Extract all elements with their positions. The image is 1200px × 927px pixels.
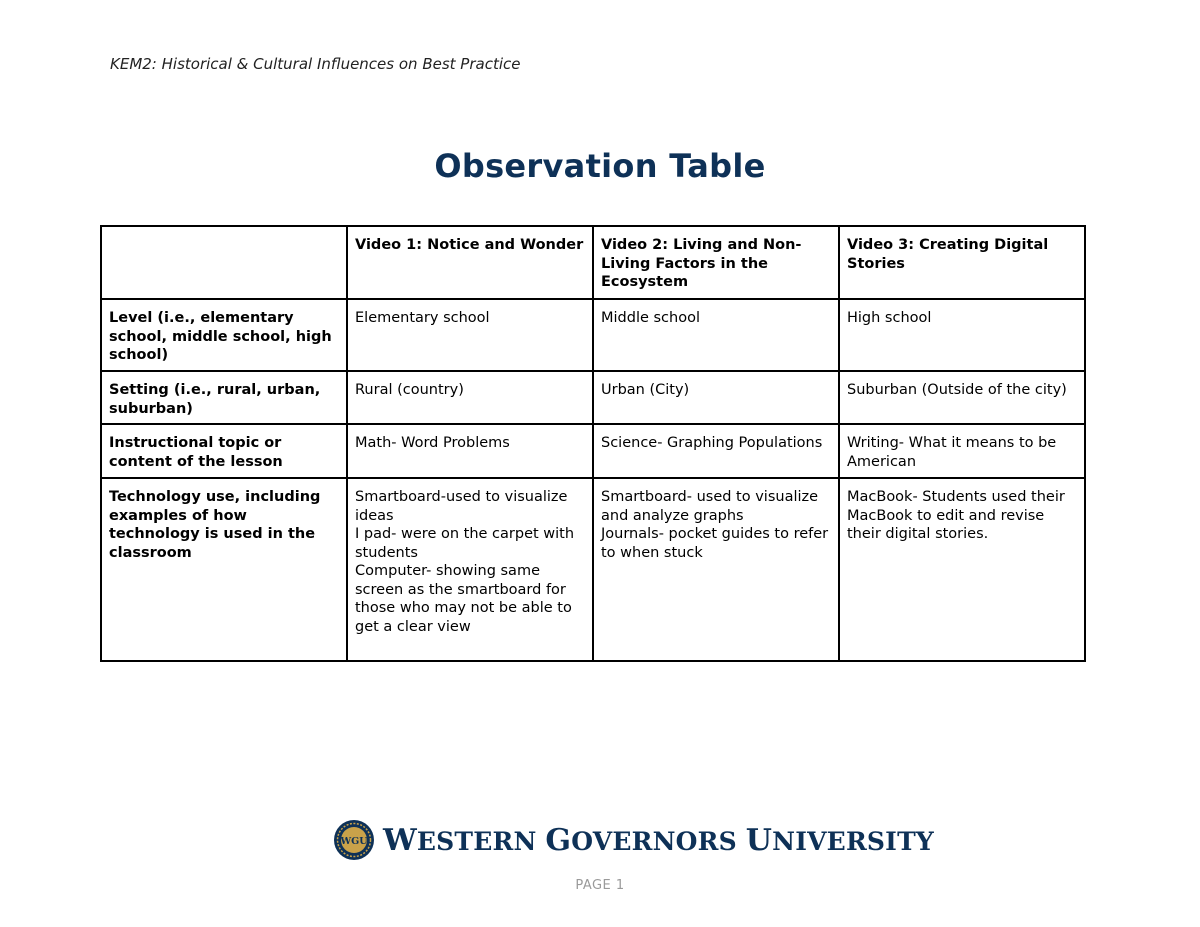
logo-letter-u: U <box>745 822 773 858</box>
table-row-technology <box>101 478 1085 661</box>
wgu-seal-icon <box>333 819 375 861</box>
header-cell-empty <box>101 226 347 299</box>
cell-technology-video-1 <box>347 478 593 661</box>
table-row-topic <box>101 424 1085 478</box>
cell-topic-video-2: Science- Graphing Populations <box>593 424 839 478</box>
tech-line: Computer- showing same screen as the smartboard for those who may not be able to get a clear view <box>355 563 572 635</box>
logo-letter-g: G <box>545 822 572 858</box>
header-cell-video-2: Video 2: Living and Non-Living Factors in the Ecosystem <box>593 226 839 299</box>
header-cell-video-3: Video 3: Creating Digital Stories <box>839 226 1085 299</box>
observation-table <box>100 225 1086 662</box>
seal-letters: WGU <box>340 836 368 847</box>
cell-technology-video-3: MacBook- Students used their MacBook to edit and revise their digital stories. <box>839 478 1085 661</box>
table-header-row <box>101 226 1085 299</box>
cell-topic-video-3: Writing- What it means to be American <box>839 424 1085 478</box>
cell-topic-video-1: Math- Word Problems <box>347 424 593 478</box>
cell-setting-video-1: Rural (country) <box>347 371 593 424</box>
row-label-technology: Technology use, including examples of how technology is used in the classroom <box>101 478 347 661</box>
cell-level-video-3: High school <box>839 299 1085 371</box>
cell-level-video-2: Middle school <box>593 299 839 371</box>
logo-part-overnors: OVERNORS <box>571 826 746 856</box>
wgu-logo <box>333 818 934 862</box>
page-number: PAGE 1 <box>575 878 625 893</box>
table-row-level <box>101 299 1085 371</box>
tech-line: Smartboard-used to visualize ideas <box>355 489 568 524</box>
row-label-level: Level (i.e., elementary school, middle school, high school) <box>101 299 347 371</box>
tech-line: Journals- pocket guides to refer to when stuck <box>601 526 829 561</box>
row-label-topic: Instructional topic or content of the lesson <box>101 424 347 478</box>
logo-wordmark <box>383 823 934 858</box>
cell-setting-video-3: Suburban (Outside of the city) <box>839 371 1085 424</box>
cell-technology-video-2 <box>593 478 839 661</box>
row-label-setting: Setting (i.e., rural, urban, suburban) <box>101 371 347 424</box>
logo-letter-w: W <box>383 822 417 858</box>
page-title: Observation Table <box>434 147 766 185</box>
logo-part-estern: ESTERN <box>416 826 546 856</box>
cell-setting-video-2: Urban (City) <box>593 371 839 424</box>
document-header: KEM2: Historical & Cultural Influences on Best Practice <box>110 55 521 73</box>
header-cell-video-1: Video 1: Notice and Wonder <box>347 226 593 299</box>
tech-line: Smartboard- used to visualize and analyze graphs <box>601 489 819 524</box>
tech-line: I pad- were on the carpet with students <box>355 526 575 561</box>
logo-part-niversity: NIVERSITY <box>772 826 934 856</box>
table-row-setting <box>101 371 1085 424</box>
cell-level-video-1: Elementary school <box>347 299 593 371</box>
